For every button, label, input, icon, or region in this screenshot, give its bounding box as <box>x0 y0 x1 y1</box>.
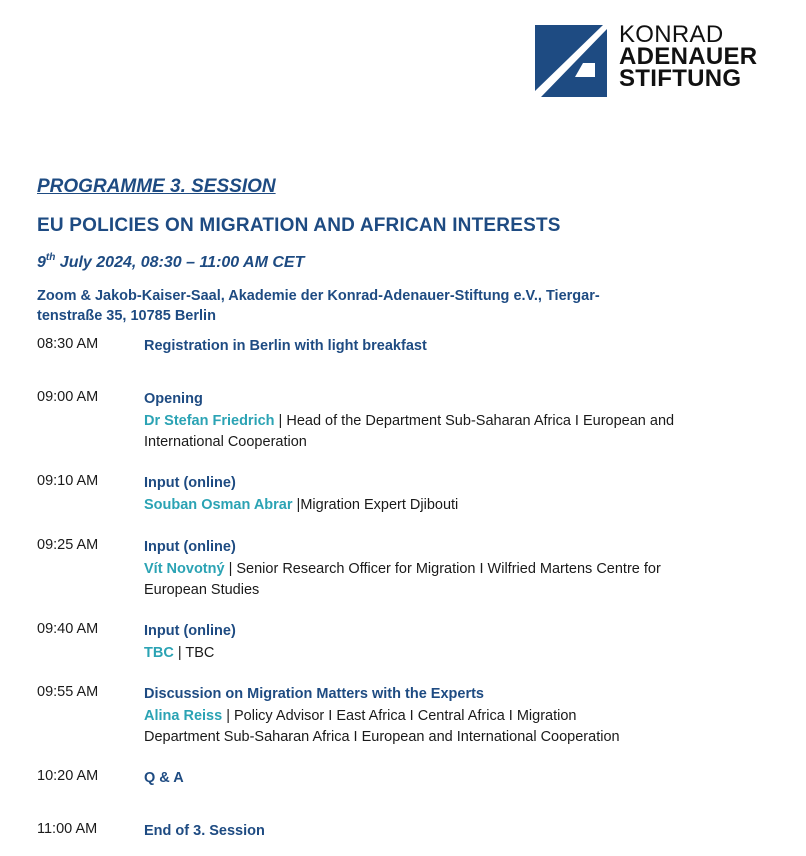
speaker-name: Dr Stefan Friedrich <box>144 413 275 429</box>
speaker-role-cont: International Cooperation <box>144 434 307 450</box>
speaker-role: | Head of the Department Sub-Saharan Africa I European and <box>274 413 675 429</box>
agenda-heading: Q & A <box>144 770 184 786</box>
speaker-name: TBC <box>144 645 174 661</box>
agenda-heading: Opening <box>144 391 203 407</box>
agenda-time: 09:55 AM <box>37 684 99 700</box>
logo-line-konrad: KONRAD <box>619 21 724 48</box>
speaker-role-cont: European Studies <box>144 582 260 598</box>
kas-logo <box>535 22 775 102</box>
date-rest: July 2024, 08:30 – 11:00 AM CET <box>55 254 305 271</box>
speaker-role-cont: Department Sub-Saharan Africa I European and International Cooperation <box>144 729 620 745</box>
agenda-heading: End of 3. Session <box>144 823 265 839</box>
agenda-time: 09:40 AM <box>37 621 99 637</box>
speaker-name: Vít Novotný <box>144 561 225 577</box>
agenda-heading: Input (online) <box>144 539 236 555</box>
agenda-heading: Input (online) <box>144 623 236 639</box>
speaker-name: Alina Reiss <box>144 708 223 724</box>
agenda-time: 09:00 AM <box>37 389 99 405</box>
speaker-role: | Policy Advisor I East Africa I Central Africa I Migration <box>222 708 577 724</box>
agenda-time: 08:30 AM <box>37 336 99 352</box>
session-date <box>37 252 304 272</box>
agenda-heading: Input (online) <box>144 475 236 491</box>
venue-line-2: tenstraße 35, 10785 Berlin <box>37 308 216 324</box>
agenda-time: 09:10 AM <box>37 473 99 489</box>
session-title: EU POLICIES ON MIGRATION AND AFRICAN INTERESTS <box>37 215 561 236</box>
agenda-heading: Discussion on Migration Matters with the Experts <box>144 686 484 702</box>
kas-logo-wordmark <box>619 21 758 92</box>
venue-line-1: Zoom & Jakob-Kaiser-Saal, Akademie der Konrad-Adenauer-Stiftung e.V., Tiergar- <box>37 288 600 304</box>
venue <box>37 286 657 326</box>
logo-line-stiftung: STIFTUNG <box>619 65 742 92</box>
kas-logo-mark-icon <box>535 25 607 97</box>
programme-title: PROGRAMME 3. SESSION <box>37 176 276 197</box>
logo-line-adenauer: ADENAUER <box>619 43 758 70</box>
speaker-role: | TBC <box>173 645 215 661</box>
agenda-heading: Registration in Berlin with light breakfast <box>144 338 427 354</box>
speaker-name: Souban Osman Abrar <box>144 497 293 513</box>
speaker-role: |Migration Expert Djibouti <box>292 497 459 513</box>
agenda-time: 09:25 AM <box>37 537 99 553</box>
speaker-role: | Senior Research Officer for Migration I Wilfried Martens Centre for <box>224 561 661 577</box>
agenda-time: 10:20 AM <box>37 768 99 784</box>
agenda-time: 11:00 AM <box>37 821 98 837</box>
date-suffix: th <box>45 252 56 263</box>
date-day: 9 <box>37 254 46 271</box>
